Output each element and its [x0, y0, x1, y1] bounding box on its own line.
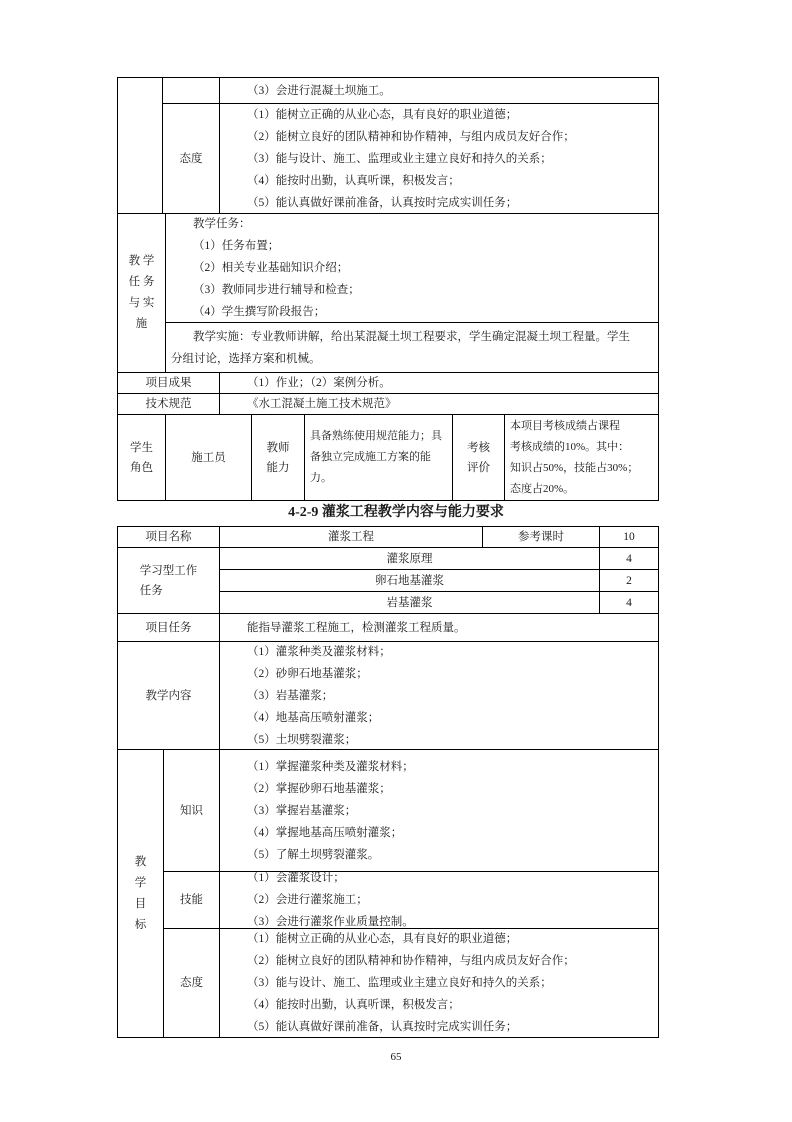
- text-line: 知识占50%，技能占30%；: [510, 461, 639, 474]
- cell-empty-left-span: [118, 78, 163, 214]
- text-line: 态度占20%。: [510, 482, 575, 495]
- text-line: （3）能与设计、施工、监理或业主建立良好和持久的关系；: [247, 977, 552, 989]
- label-text: 态度: [179, 152, 203, 165]
- cell-teaching-objectives-label: [118, 750, 164, 1037]
- cell-teaching-content-items: [220, 642, 658, 750]
- cell-project-name-label: [118, 527, 220, 548]
- text-line: （1）灌浆种类及灌浆材料；: [247, 645, 391, 658]
- text-line: 备独立完成施工方案的能: [310, 451, 431, 463]
- label-text: 知识: [180, 804, 203, 817]
- cell-teaching-content-label: [118, 642, 220, 750]
- cell-teacher-ability-content: [305, 415, 453, 500]
- text-line: 目: [134, 897, 147, 910]
- cell-learning-tasks-label: [118, 548, 220, 614]
- cell-project-outcome-label: [118, 373, 220, 394]
- text-line: （2）砂卵石地基灌浆；: [247, 667, 368, 680]
- cell-empty-skill-label: [163, 78, 220, 104]
- cell-learning-task-hours: [600, 548, 658, 570]
- text-line: 能力: [266, 461, 290, 474]
- cell-skill-item-continued: [220, 78, 658, 104]
- text-line: （4）学生撰写阶段报告；: [193, 306, 326, 318]
- text-line: （4）能按时出勤，认真听课，积极发言；: [247, 174, 460, 187]
- text-line: 评价: [467, 461, 490, 474]
- text-line: 灌浆工程: [328, 531, 374, 543]
- text-line: （4）掌握地基高压喷射灌浆；: [247, 826, 403, 839]
- text-line: 施工员: [191, 451, 226, 464]
- cell-teaching-tasks: [166, 214, 658, 323]
- text-line: （5）能认真做好课前准备，认真按时完成实训任务；: [247, 196, 518, 209]
- cell-learning-task-hours: [600, 592, 658, 614]
- text-line: 10: [623, 531, 635, 543]
- cell-teaching-tasks-implementation-label: [118, 214, 166, 373]
- text-line: （4）地基高压喷射灌浆；: [247, 711, 380, 724]
- table-project-concrete-dam: [117, 77, 659, 501]
- cell-project-outcome-content: [220, 373, 658, 394]
- cell-technical-spec-label: [118, 394, 220, 415]
- text-line: （5）能认真做好课前准备，认真按时完成实训任务；: [247, 1021, 518, 1033]
- text-line: 教 学: [128, 255, 155, 267]
- text-line: （3）掌握岩基灌浆；: [247, 804, 357, 817]
- cell-assessment-label: [453, 415, 505, 500]
- text-line: 施: [135, 318, 148, 330]
- text-line: （2）会进行灌浆施工；: [247, 894, 368, 906]
- cell-reference-hours-value: [600, 527, 658, 548]
- label-text: 态度: [180, 977, 203, 989]
- label-text: 教学内容: [145, 689, 192, 702]
- text-line: （1）能树立正确的从业心态，具有良好的职业道德；: [247, 933, 518, 945]
- cell-learning-task-name: [220, 570, 600, 592]
- text-line: 2: [626, 574, 632, 587]
- text-line: （4）能按时出勤，认真听课，积极发言；: [247, 999, 460, 1011]
- text-line: 能指导灌浆工程施工，检测灌浆工程质量。: [247, 621, 466, 634]
- cell-knowledge-label: [164, 750, 220, 872]
- text-line: 4: [626, 552, 632, 565]
- cell-attitude-label: [163, 104, 220, 214]
- text-line: 与 实: [128, 297, 155, 309]
- text-line: 教: [134, 855, 147, 868]
- text-line: 分组讨论，选择方案和机械。: [171, 352, 321, 365]
- text-line: 《水工混凝土施工技术规范》: [247, 398, 397, 410]
- cell-learning-task-name: [220, 592, 600, 614]
- cell-technical-spec-content: [220, 394, 658, 415]
- cell-student-role-value: [166, 415, 252, 500]
- text-line: 考核: [467, 441, 490, 454]
- text-line: 教学实施：专业教师讲解，给出某混凝土坝工程要求，学生确定混凝土坝工程量。学生: [193, 330, 630, 343]
- cell-attitude-items: [220, 929, 658, 1037]
- text-line: （2）掌握砂卵石地基灌浆；: [247, 782, 391, 795]
- text-line: （3）能与设计、施工、监理或业主建立良好和持久的关系；: [247, 152, 552, 165]
- label-text: 项目任务: [145, 621, 192, 634]
- text-line: 力。: [310, 472, 332, 484]
- label-text: 项目成果: [145, 377, 192, 389]
- text-line: （1）掌握灌浆种类及灌浆材料；: [247, 760, 414, 773]
- text-line: （2）能树立良好的团队精神和协作精神，与组内成员友好合作；: [247, 955, 575, 967]
- text-line: 学习型工作: [139, 564, 198, 577]
- label-text: 参考课时: [518, 531, 564, 543]
- label-text: 技能: [180, 894, 203, 906]
- text-line: （1）能树立正确的从业心态，具有良好的职业道德；: [247, 108, 518, 121]
- cell-teacher-ability-label: [252, 415, 305, 500]
- text-line: 灌浆原理: [386, 552, 433, 565]
- text-line: 教师: [266, 441, 290, 454]
- text-line: （1）作业；（2）案例分析。: [247, 377, 391, 389]
- text-line: （3）教师同步进行辅导和检查；: [193, 284, 360, 296]
- cell-attitude-items: [220, 104, 658, 214]
- cell-reference-hours-label: [483, 527, 600, 548]
- text-line: （3）岩基灌浆；: [247, 689, 334, 702]
- cell-attitude-label: [164, 929, 220, 1037]
- cell-student-role-label: [118, 415, 166, 500]
- text-line: （3）会进行灌浆作业质量控制。: [247, 916, 414, 928]
- label-text: 技术规范: [145, 398, 192, 410]
- text-line: 学生: [130, 441, 153, 454]
- text-line: 角色: [130, 461, 153, 474]
- text-line: 学: [134, 876, 147, 889]
- cell-project-task-label: [118, 614, 220, 642]
- cell-skill-label: [164, 872, 220, 929]
- text-line: 岩基灌浆: [386, 596, 433, 609]
- text-line: 标: [134, 918, 147, 931]
- cell-learning-task-hours: [600, 570, 658, 592]
- text-line: （2）相关专业基础知识介绍；: [193, 262, 349, 274]
- cell-knowledge-items: [220, 750, 658, 872]
- cell-assessment-content: [505, 415, 658, 500]
- cell-learning-task-name: [220, 548, 600, 570]
- text-line: （3）会进行混凝土坝施工。: [247, 84, 391, 97]
- text-line: （1）任务布置；: [193, 240, 280, 252]
- text-line: 本项目考核成绩占课程: [510, 419, 620, 432]
- label-text: 项目名称: [145, 531, 192, 543]
- section-heading: 4-2-9 灌浆工程教学内容与能力要求: [288, 505, 504, 520]
- cell-project-name-value: [220, 527, 483, 548]
- text-line: （1）会灌浆设计；: [247, 872, 345, 884]
- text-line: （5）了解土坝劈裂灌浆。: [247, 848, 380, 861]
- text-line: （5）土坝劈裂灌浆；: [247, 733, 357, 746]
- text-line: 任务: [139, 584, 163, 597]
- cell-project-task-content: [220, 614, 658, 642]
- text-line: 具备熟练使用规范能力；具: [310, 430, 442, 442]
- text-line: （2）能树立良好的团队精神和协作精神，与组内成员友好合作；: [247, 130, 575, 143]
- text-line: 教学任务：: [193, 218, 251, 230]
- text-line: 卵石地基灌浆: [375, 574, 444, 587]
- text-line: 任 务: [128, 276, 155, 288]
- cell-teaching-implementation: [166, 323, 658, 373]
- label-text-block: [140, 561, 198, 601]
- cell-skill-items: [220, 872, 658, 929]
- text-line: 4: [626, 596, 632, 609]
- text-line: 考核成绩的10%。其中：: [510, 440, 630, 453]
- table-grouting-engineering: [117, 526, 659, 1038]
- page-number: 65: [390, 1051, 402, 1063]
